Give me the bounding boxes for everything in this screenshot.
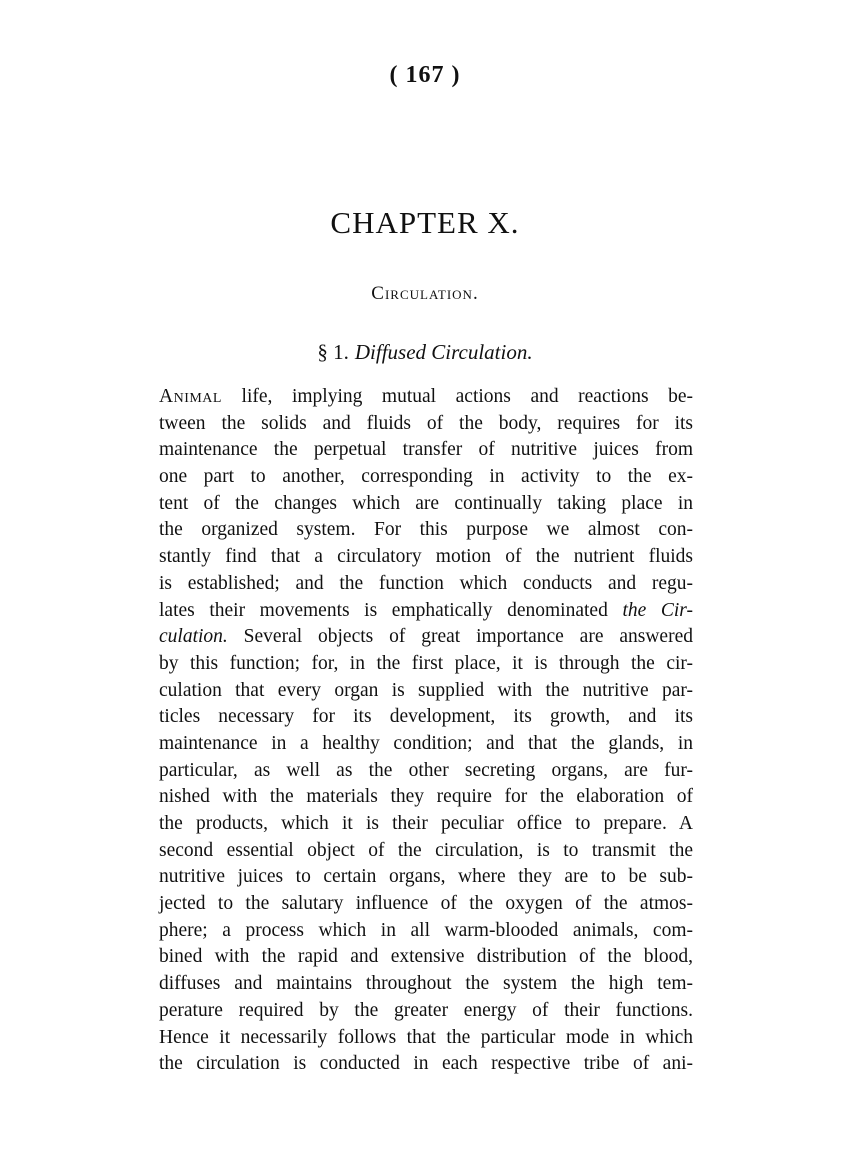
text-line: lates their movements is emphatically denominated the Cir- — [159, 599, 693, 621]
text-line: nutritive juices to certain organs, where they are to be sub- — [159, 866, 693, 888]
text-line: the products, which it is their peculiar office to prepare. A — [159, 813, 693, 834]
text-line: diffuses and maintains throughout the system the high tem- — [159, 973, 693, 995]
text-line: jected to the salutary influence of the oxygen of the atmos- — [159, 893, 693, 915]
text-line: ticles necessary for its development, its growth, and its — [159, 706, 693, 728]
text-line: the circulation is conducted in each respective tribe of ani- — [159, 1053, 693, 1075]
text-line: nished with the materials they require for the elaboration of — [159, 786, 693, 808]
lead-word: Animal — [159, 386, 222, 407]
text-line: Animal life, implying mutual actions and reactions be- — [159, 386, 693, 407]
text-line: particular, as well as the other secreting organs, are fur- — [159, 759, 693, 781]
body-paragraph — [159, 384, 693, 1078]
subsection-title: Diffused Circulation. — [354, 340, 533, 364]
chapter-title: CHAPTER X. — [330, 205, 520, 240]
section-heading: Circulation. — [371, 283, 479, 304]
text-line: bined with the rapid and extensive distribution of the blood, — [159, 946, 693, 968]
subsection-heading — [0, 340, 850, 365]
text-line: the organized system. For this purpose we almost con- — [159, 519, 693, 541]
text-line: second essential object of the circulation, is to transmit the — [159, 839, 693, 861]
text-line: culation that every organ is supplied with the nutritive par- — [159, 679, 693, 701]
subsection-number: § 1. — [317, 340, 349, 364]
text-line: is established; and the function which conducts and regu- — [159, 572, 693, 594]
text-line: one part to another, corresponding in activity to the ex- — [159, 466, 693, 488]
page-number: ( 167 ) — [389, 62, 461, 88]
italic-term: culation. — [159, 626, 228, 648]
italic-term: the Cir- — [622, 599, 693, 621]
text-line: Hence it necessarily follows that the particular mode in which — [159, 1026, 693, 1048]
text-line: maintenance the perpetual transfer of nutritive juices from — [159, 439, 693, 461]
text-line: by this function; for, in the first place, it is through the cir- — [159, 652, 693, 674]
text-line: perature required by the greater energy of their functions. — [159, 999, 693, 1021]
text-line: stantly find that a circulatory motion of the nutrient fluids — [159, 546, 693, 568]
text-line: tween the solids and fluids of the body, requires for its — [159, 412, 693, 434]
text-line: phere; a process which in all warm-blooded animals, com- — [159, 919, 693, 941]
text-line: tent of the changes which are continually taking place in — [159, 492, 693, 514]
text-line: culation. Several objects of great importance are answered — [159, 626, 693, 648]
text-line: maintenance in a healthy condition; and that the glands, in — [159, 732, 693, 754]
